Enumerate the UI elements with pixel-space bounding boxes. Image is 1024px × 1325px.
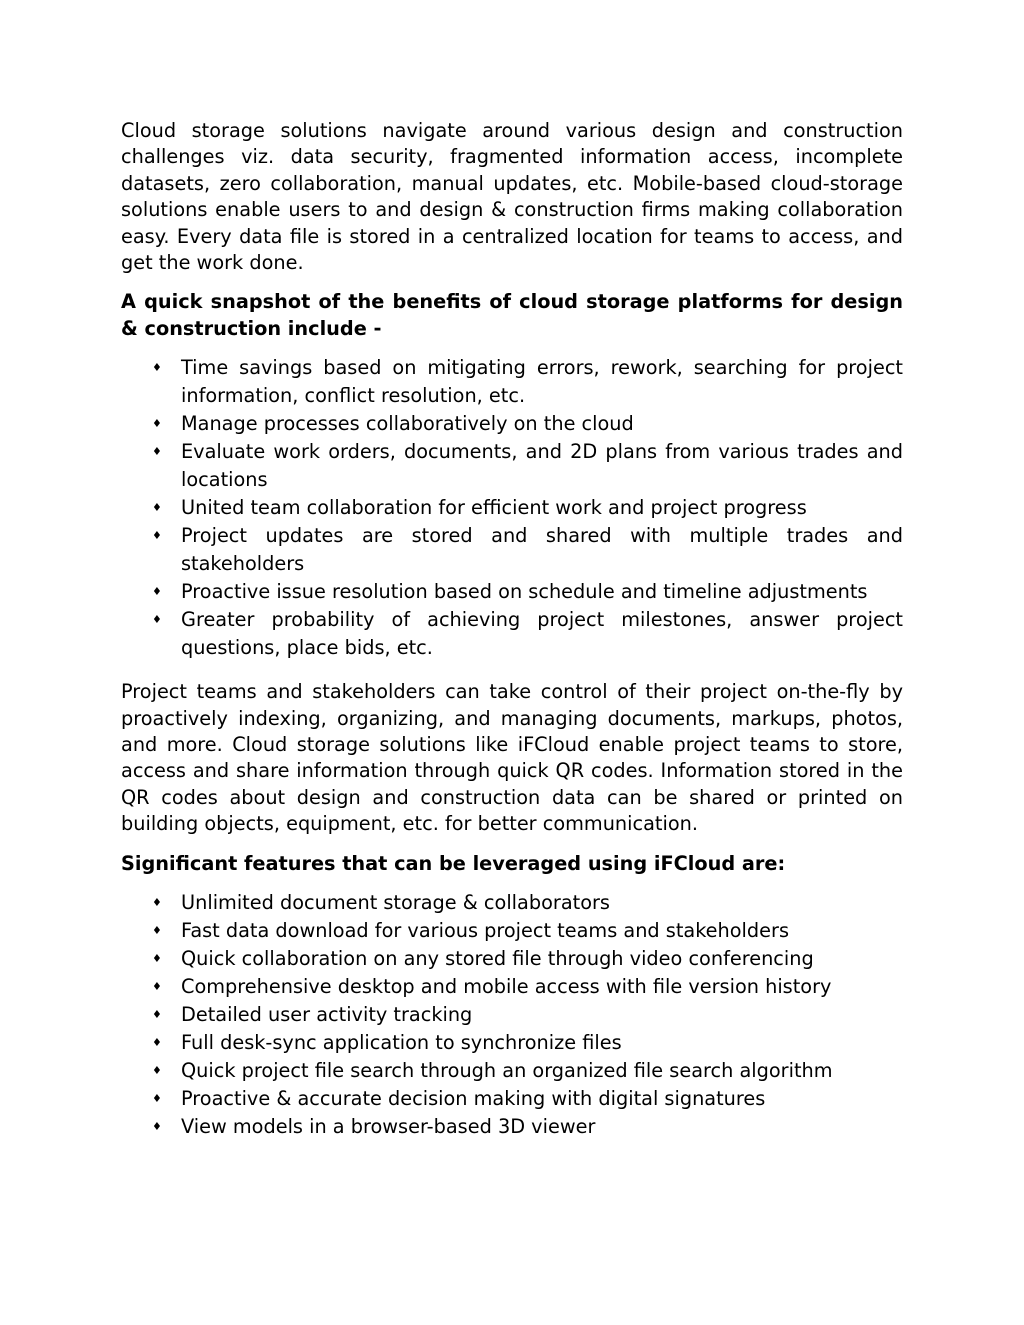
- list-item: ♦ Full desk-sync application to synchronize files: [121, 1029, 903, 1057]
- diamond-bullet-icon: ♦: [152, 924, 162, 938]
- list-item: ♦ Proactive issue resolution based on schedule and timeline adjustments: [121, 578, 903, 606]
- diamond-bullet-icon: ♦: [152, 1064, 162, 1078]
- diamond-bullet-icon: ♦: [152, 1008, 162, 1022]
- list-item: ♦ Detailed user activity tracking: [121, 1001, 903, 1029]
- benefits-list: [121, 354, 903, 662]
- diamond-bullet-icon: ♦: [152, 501, 162, 515]
- features-list: [121, 889, 903, 1141]
- diamond-bullet-icon: ♦: [152, 613, 162, 627]
- diamond-bullet-icon: ♦: [152, 980, 162, 994]
- diamond-bullet-icon: ♦: [152, 896, 162, 910]
- diamond-bullet-icon: ♦: [152, 445, 162, 459]
- list-item: ♦ Manage processes collaboratively on the cloud: [121, 410, 903, 438]
- diamond-bullet-icon: ♦: [152, 952, 162, 966]
- list-item: ♦ Evaluate work orders, documents, and 2D plans from various trades and locations: [152, 440, 903, 492]
- list-item: ♦ View models in a browser-based 3D viewer: [121, 1113, 903, 1141]
- diamond-bullet-icon: ♦: [152, 1092, 162, 1106]
- ifcloud-paragraph: Project teams and stakeholders can take control of their project on-the-fly by proactively indexing, organizing, and managing documents, markups, photos, and more. Cloud storage solutions like iFCloud enable project teams to store, access and share information through quick QR codes. Information stored in the QR codes about design and construction data can be shared or printed on building objects, equipment, etc. for better communication.: [121, 680, 903, 836]
- list-item: ♦ Fast data download for various project teams and stakeholders: [121, 917, 903, 945]
- diamond-bullet-icon: ♦: [152, 1120, 162, 1134]
- document-page: [121, 118, 903, 1141]
- diamond-bullet-icon: ♦: [152, 361, 162, 375]
- list-item: ♦ Unlimited document storage & collaborators: [121, 889, 903, 917]
- list-item: ♦ Quick project file search through an organized file search algorithm: [121, 1057, 903, 1085]
- list-item: ♦ Comprehensive desktop and mobile access with file version history: [121, 973, 903, 1001]
- list-item: ♦ Greater probability of achieving project milestones, answer project questions, place bids, etc.: [152, 608, 903, 660]
- diamond-bullet-icon: ♦: [152, 585, 162, 599]
- diamond-bullet-icon: ♦: [152, 1036, 162, 1050]
- list-item: ♦ Project updates are stored and shared with multiple trades and stakeholders: [152, 524, 903, 576]
- list-item: ♦ United team collaboration for efficient work and project progress: [121, 494, 903, 522]
- list-item: ♦ Time savings based on mitigating errors, rework, searching for project information, conflict resolution, etc.: [152, 356, 903, 408]
- features-heading: Significant features that can be leveraged using iFCloud are:: [121, 851, 786, 875]
- diamond-bullet-icon: ♦: [152, 417, 162, 431]
- intro-paragraph: Cloud storage solutions navigate around various design and construction challenges viz. data security, fragmented information access, incomplete datasets, zero collaboration, manual updates, etc. Mobile-based cloud-storage solutions enable users to and design & construction firms making collaboration easy. Every data file is stored in a centralized location for teams to access, and get the work done.: [121, 119, 903, 275]
- benefits-heading: A quick snapshot of the benefits of cloud storage platforms for design & construction include -: [121, 290, 903, 340]
- list-item: ♦ Proactive & accurate decision making with digital signatures: [121, 1085, 903, 1113]
- list-item: ♦ Quick collaboration on any stored file through video conferencing: [121, 945, 903, 973]
- diamond-bullet-icon: ♦: [152, 529, 162, 543]
